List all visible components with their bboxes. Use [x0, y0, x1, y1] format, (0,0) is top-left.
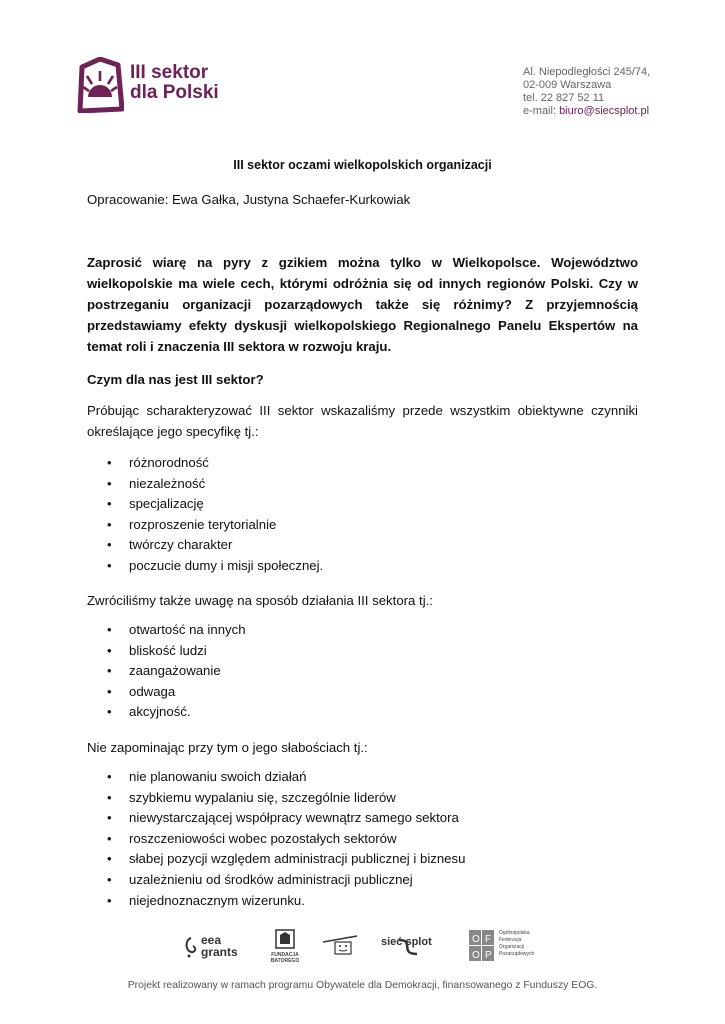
list-item: • szybkiemu wypalaniu się, szczególnie liderów [107, 788, 465, 809]
list-item: • otwartość na innych [107, 620, 246, 641]
svg-text:O: O [472, 934, 480, 945]
list-item: • nie planowaniu swoich działań [107, 767, 465, 788]
list-item: • zaangażowanie [107, 661, 246, 682]
batory-foundation-logo [267, 926, 303, 968]
logo-wordmark [130, 63, 219, 103]
paragraph-specifics: Próbując scharakteryzować III sektor wskazaliśmy przede wszystkim obiektywne czynniki określające jego specyfikę tj.: [87, 403, 638, 439]
ofop-text: Ogólnopolska Federacja Organizacji Pozarządowych [499, 930, 535, 957]
svg-text:F: F [485, 934, 492, 945]
list-item: • niewystarczającej współpracy wewnątrz samego sektora [107, 808, 465, 829]
eea-swirl-icon [183, 936, 199, 958]
intro-paragraph: Zaprosić wiarę na pyry z gzikiem można tylko w Wielkopolsce. Województwo wielkopolskie ma wiele cech, którymi odróżnia się od innych regionów Polski. Czy w postrzeganiu organizacji pozarządowych także się różnimy? Z przyjemnością przedstawiamy efekty dyskusji wielkopolskiego Regionalnego Panelu Ekspertów na temat roli i znaczenia III sektora w rozwoju kraju. [87, 255, 638, 354]
batory-text: FUNDACJA BATOREGO [270, 952, 300, 964]
list-item: • twórczy charakter [107, 535, 323, 556]
ofop-grid-icon [469, 930, 495, 962]
list-item: • niezależność [107, 474, 323, 495]
svg-text:O: O [472, 950, 480, 961]
list-item: • różnorodność [107, 453, 323, 474]
list-item: • akcyjność. [107, 702, 246, 723]
list-item: • uzależnieniu od środków administracji publicznej [107, 870, 465, 891]
sun-house-logo-icon [76, 57, 124, 113]
organization-logo [76, 55, 226, 115]
list-item: • roszczeniowości wobec pozostałych sektorów [107, 829, 465, 850]
logo-line-2: dla Polski [130, 82, 219, 103]
siec-splot-logo [381, 926, 445, 968]
sponsor-logos [175, 926, 535, 968]
list-item: • odwaga [107, 682, 246, 703]
address-email [523, 105, 650, 118]
list-item: • słabej pozycji względem administracji publicznej i biznesu [107, 849, 465, 870]
address-city: 02-009 Warszawa [523, 79, 612, 91]
ofop-logo [469, 926, 539, 968]
document-title: III sektor oczami wielkopolskich organizacji [233, 158, 492, 172]
paragraph-weaknesses: Nie zapominając przy tym o jego słabościach tj.: [87, 740, 368, 755]
faces-icon [321, 932, 359, 958]
list-item: • specjalizację [107, 494, 323, 515]
document-authors: Opracowanie: Ewa Gałka, Justyna Schaefer-Kurkowiak [87, 192, 411, 207]
eea-grants-logo [183, 926, 243, 968]
paragraph-operation: Zwróciliśmy także uwagę na sposób działania III sektora tj.: [87, 593, 433, 608]
siec-splot-text: sieć splot [381, 936, 432, 948]
email-label: e-mail: [523, 105, 560, 117]
eea-grants-text: eea grants [201, 933, 238, 959]
section-heading: Czym dla nas jest III sektor? [87, 372, 264, 387]
list-item: • poczucie dumy i misji społecznej. [107, 556, 323, 577]
email-link[interactable]: biuro@siecsplot.pl [559, 105, 650, 117]
svg-text:P: P [485, 950, 492, 961]
specifics-list [107, 453, 323, 577]
list-item: • niejednoznacznym wizerunku. [107, 891, 465, 912]
address-street: Al. Niepodległości 245/74, [523, 66, 651, 78]
address-phone: tel. 22 827 52 11 [523, 92, 605, 104]
operation-list [107, 620, 246, 723]
batory-emblem-icon [274, 928, 296, 950]
list-item: • rozproszenie terytorialnie [107, 515, 323, 536]
weaknesses-list [107, 767, 465, 911]
contact-address [523, 66, 650, 118]
list-item: • bliskość ludzi [107, 641, 246, 662]
panel-project-logo [321, 926, 361, 968]
footer-funding-note: Projekt realizowany w ramach programu Obywatele dla Demokracji, finansowanego z Funduszy EOG. [127, 980, 598, 991]
logo-line-1: III sektor [130, 62, 209, 83]
